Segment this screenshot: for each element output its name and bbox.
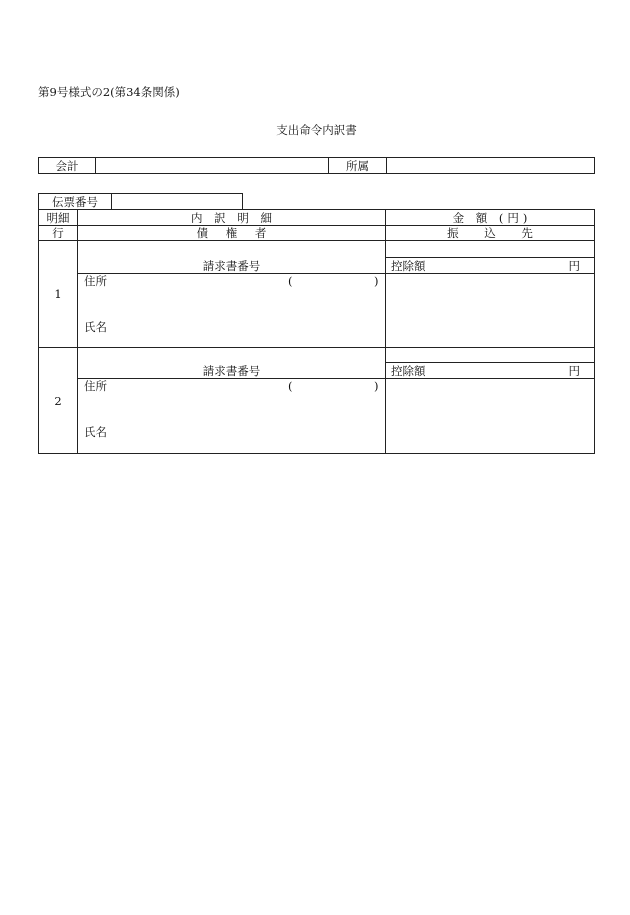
deduction-row bbox=[385, 362, 595, 379]
deduction-label: 控除額 bbox=[391, 258, 426, 273]
header-transfer-destination: 振 込 先 bbox=[385, 225, 595, 241]
address-paren-close: ) bbox=[374, 379, 379, 393]
creditor-cell bbox=[77, 378, 386, 454]
address-label: 住所 bbox=[84, 379, 107, 393]
header-breakdown-detail: 内 訳 明 細 bbox=[77, 209, 386, 226]
department-value-cell bbox=[386, 157, 595, 174]
address-paren-open: ( bbox=[288, 274, 293, 288]
amount-cell bbox=[385, 240, 595, 258]
name-label: 氏名 bbox=[84, 320, 107, 334]
line-number: 1 bbox=[38, 240, 78, 348]
transfer-destination-cell bbox=[385, 378, 595, 454]
deduction-label: 控除額 bbox=[391, 363, 426, 378]
document-title: 支出命令内訳書 bbox=[276, 123, 357, 137]
department-label: 所属 bbox=[328, 157, 387, 174]
header-amount: 金 額 (円) bbox=[385, 209, 595, 226]
form-number: 第9号様式の2(第34条関係) bbox=[38, 85, 180, 99]
name-label: 氏名 bbox=[84, 425, 107, 439]
slip-number-label: 伝票番号 bbox=[38, 193, 112, 210]
header-line-detail: 明細 bbox=[38, 209, 78, 226]
invoice-number-label: 請求書番号 bbox=[77, 347, 386, 379]
header-line-row: 行 bbox=[38, 225, 78, 241]
invoice-number-label: 請求書番号 bbox=[77, 240, 386, 274]
deduction-unit: 円 bbox=[568, 363, 580, 378]
address-paren-open: ( bbox=[288, 379, 293, 393]
address-paren-close: ) bbox=[374, 274, 379, 288]
creditor-cell bbox=[77, 273, 386, 348]
header-creditor: 債 権 者 bbox=[77, 225, 386, 241]
slip-number-value-cell bbox=[111, 193, 243, 210]
line-number: 2 bbox=[38, 347, 78, 454]
transfer-destination-cell bbox=[385, 273, 595, 348]
account-label: 会計 bbox=[38, 157, 96, 174]
amount-cell bbox=[385, 347, 595, 363]
account-value-cell bbox=[95, 157, 329, 174]
deduction-row bbox=[385, 257, 595, 274]
deduction-unit: 円 bbox=[568, 258, 580, 273]
address-label: 住所 bbox=[84, 274, 107, 288]
